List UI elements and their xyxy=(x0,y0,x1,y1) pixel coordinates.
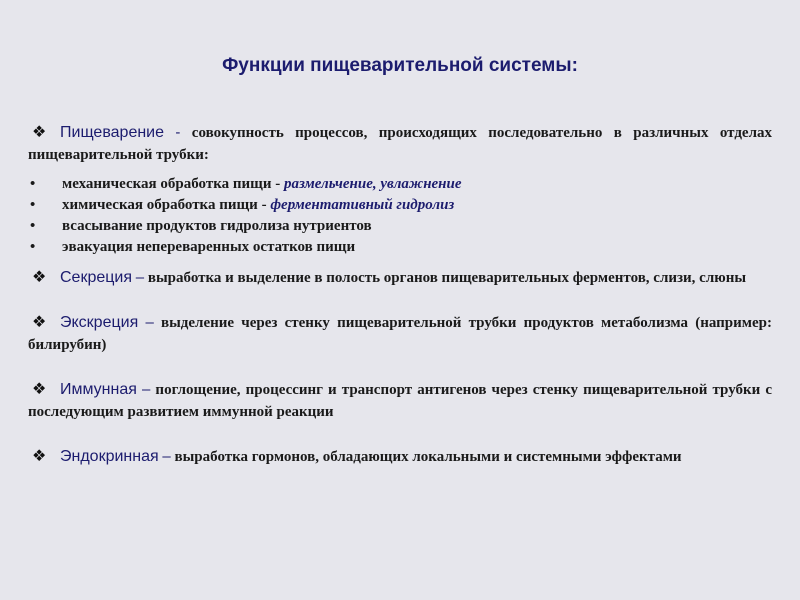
function-term: Секреция xyxy=(60,269,133,286)
function-term: Экскреция xyxy=(60,314,139,331)
list-item xyxy=(28,195,772,216)
function-immune xyxy=(28,378,772,423)
list-item xyxy=(28,174,772,195)
list-item-accent: размельчение, увлажнение xyxy=(283,176,462,192)
function-dash: – xyxy=(142,381,151,398)
bullet-dot-icon: • xyxy=(30,218,36,234)
bullet-dot-icon: • xyxy=(30,176,36,192)
diamond-cross-icon: ❖ xyxy=(32,312,47,331)
function-description: совокупность процессов, происходящих последовательно в различных отделах пищеварительной трубки: xyxy=(28,125,773,163)
bullet-dot-icon: • xyxy=(30,239,36,255)
function-dash: – xyxy=(135,269,145,286)
diamond-cross-icon: ❖ xyxy=(32,267,47,286)
function-dash: – xyxy=(162,448,171,465)
list-item xyxy=(28,216,772,237)
function-secretion xyxy=(28,266,772,289)
page-title: Функции пищеварительной системы: xyxy=(222,55,578,76)
diamond-cross-icon: ❖ xyxy=(32,122,47,141)
function-term: Пищеварение xyxy=(60,124,165,141)
bullet-dot-icon: • xyxy=(30,197,36,213)
list-item-text: всасывание продуктов гидролиза нутриентов xyxy=(62,218,372,234)
function-description: поглощение, процессинг и транспорт антигенов через стенку пищеварительной трубки с последующим развитием иммунной реакции xyxy=(28,382,773,420)
list-item-accent: ферментативный гидролиз xyxy=(270,197,455,213)
function-endocrine xyxy=(28,445,772,468)
function-dash: – xyxy=(145,314,154,331)
list-item-text: химическая обработка пищи - xyxy=(62,197,271,213)
digestion-steps-list xyxy=(28,174,772,258)
list-item xyxy=(28,237,772,258)
diamond-cross-icon: ❖ xyxy=(32,446,47,465)
function-description: выделение через стенку пищеварительной трубки продуктов метаболизма (например: билирубин) xyxy=(28,315,772,353)
function-description: выработка гормонов, обладающих локальными и системными эффектами xyxy=(174,449,682,465)
function-excretion xyxy=(28,311,772,356)
list-item-text: механическая обработка пищи - xyxy=(62,176,284,192)
function-dash: - xyxy=(175,124,181,141)
function-description: выработка и выделение в полость органов пищеварительных ферментов, слизи, слюны xyxy=(147,270,747,286)
function-digestion xyxy=(28,121,772,166)
content-area xyxy=(28,121,772,468)
function-term: Иммунная xyxy=(60,381,137,398)
diamond-cross-icon: ❖ xyxy=(32,379,47,398)
function-term: Эндокринная xyxy=(60,448,159,465)
list-item-text: эвакуация непереваренных остатков пищи xyxy=(62,239,356,255)
